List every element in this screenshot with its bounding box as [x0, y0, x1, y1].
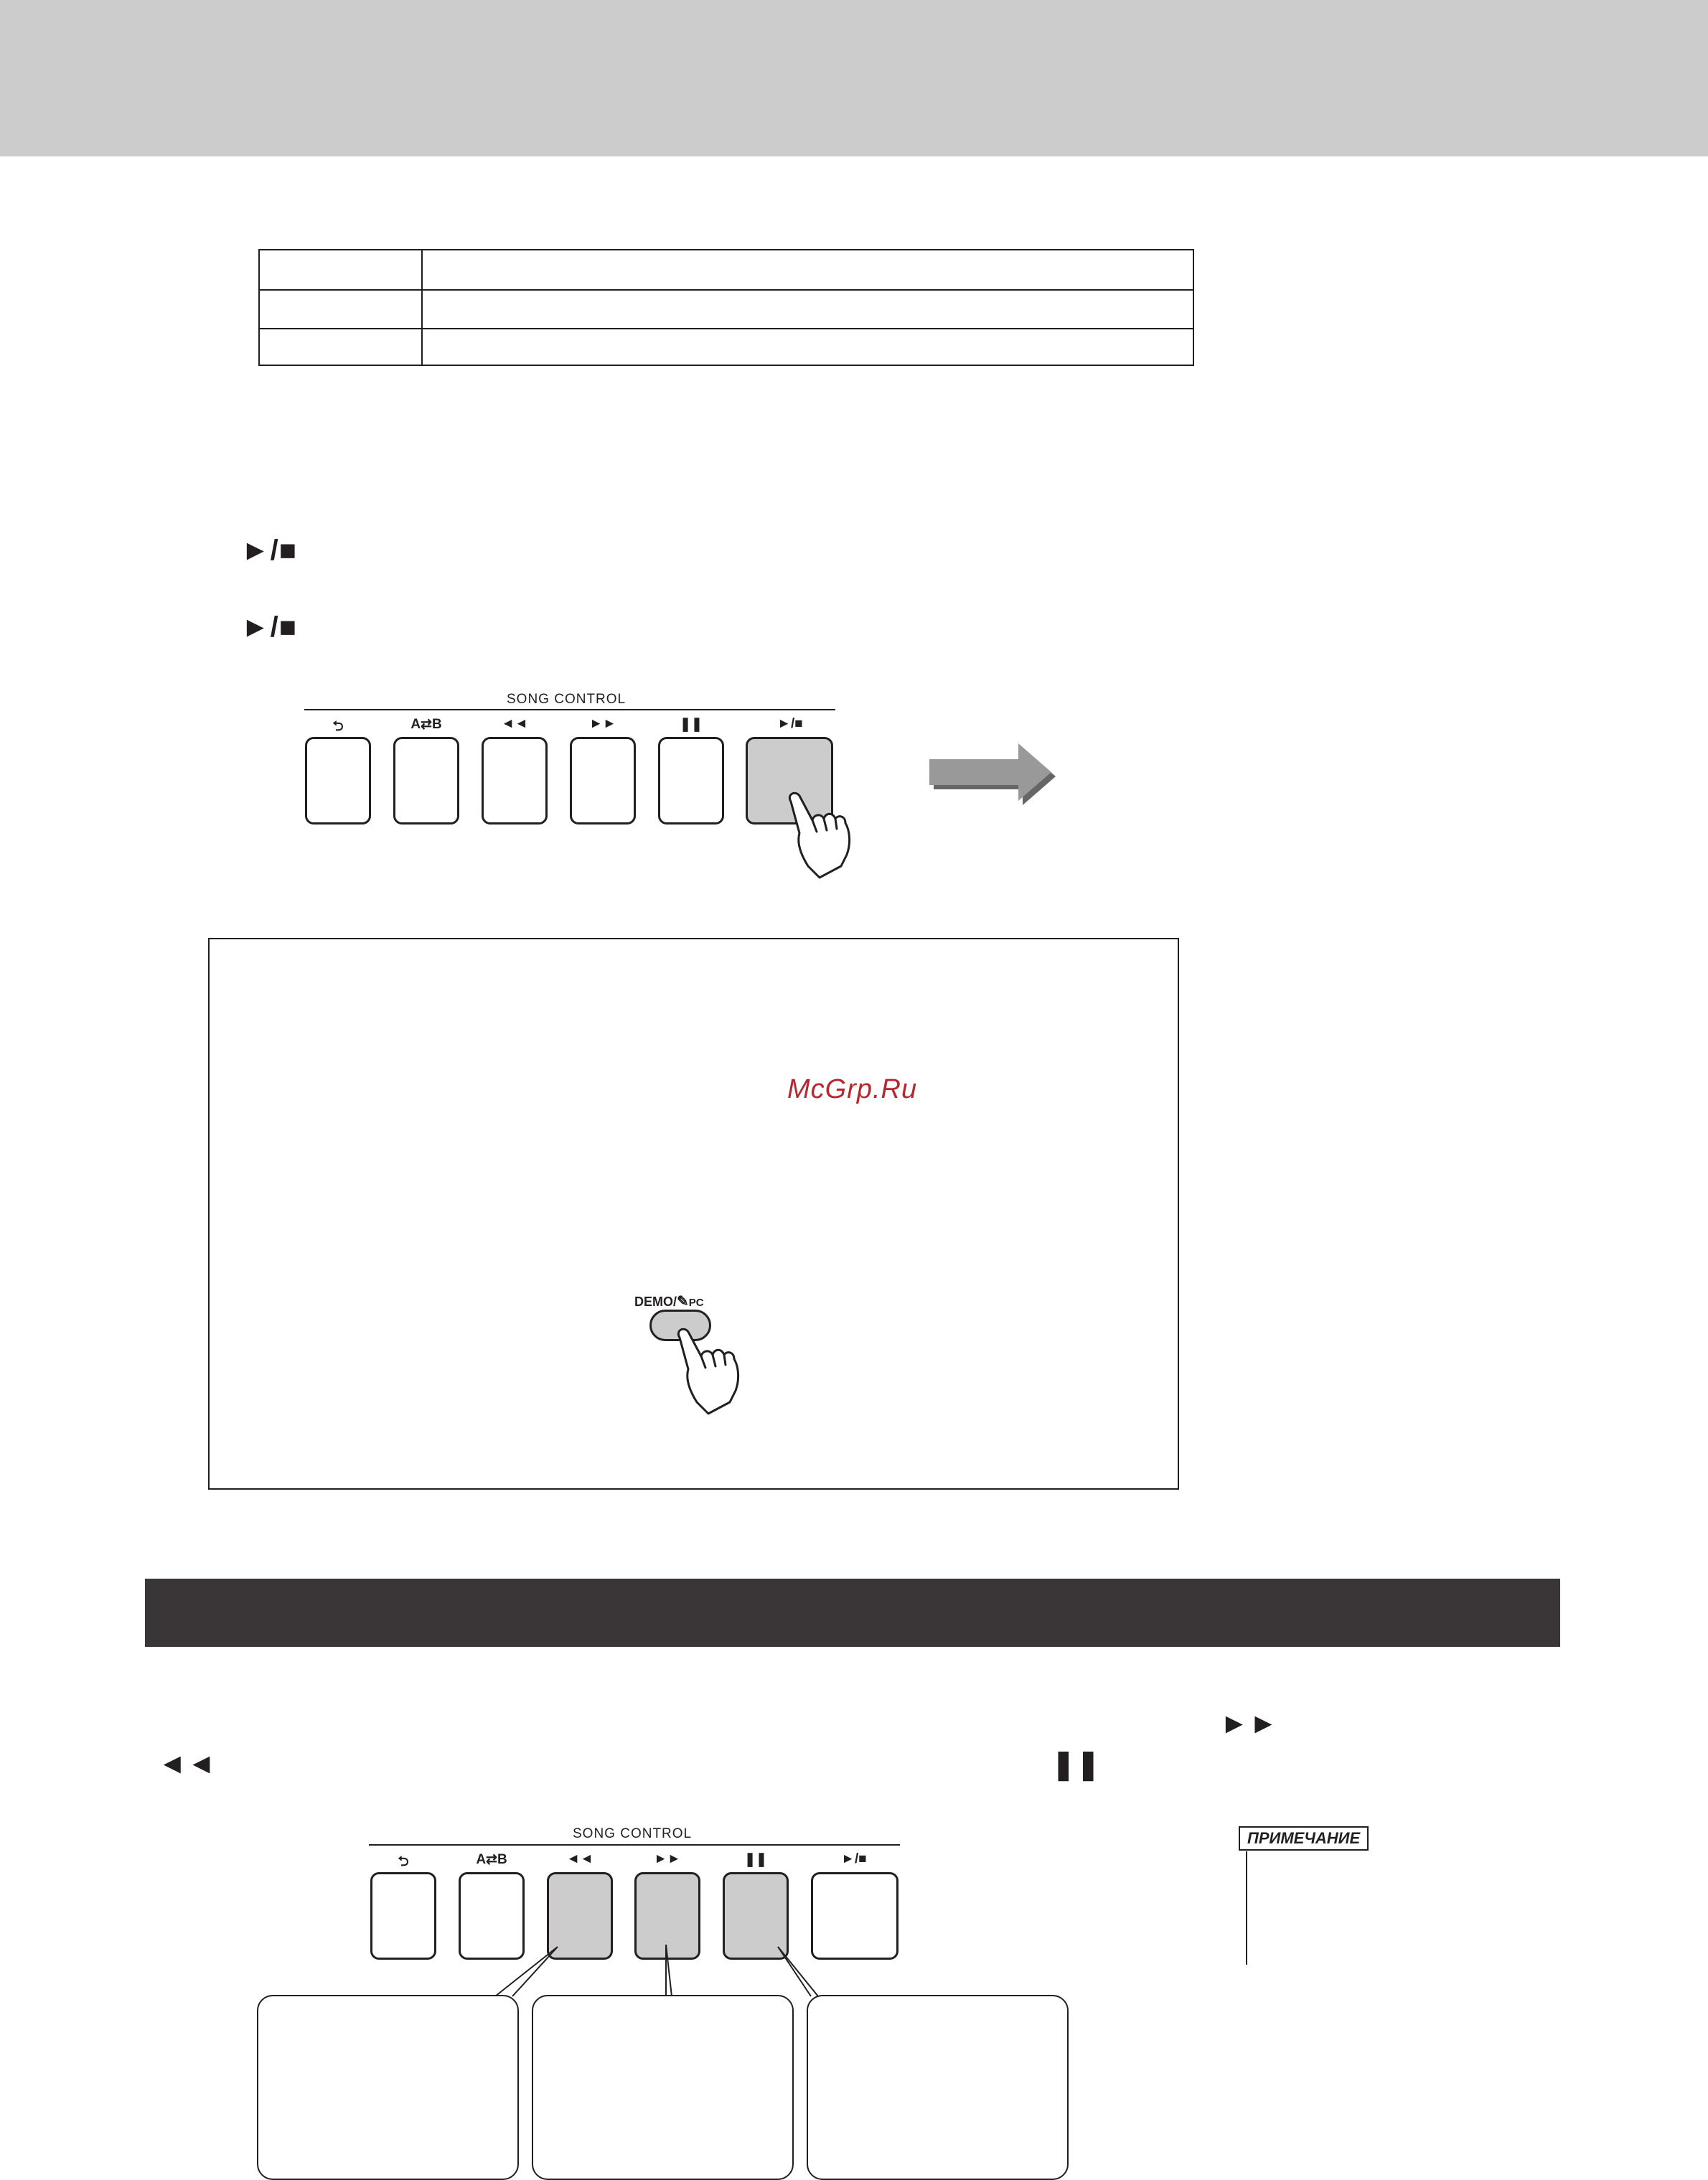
pc-label: PC — [688, 1297, 704, 1309]
callout-fast-forward — [532, 1995, 794, 2180]
note-rule — [1246, 1851, 1247, 1965]
repeat-button[interactable] — [370, 1872, 436, 1960]
fast-forward-icon: ►► — [589, 716, 616, 731]
demo-pc-label — [634, 1292, 704, 1310]
table-row-divider — [260, 289, 1193, 291]
pause-symbol: ❚❚ — [1051, 1749, 1102, 1780]
pressing-finger-icon — [664, 1322, 750, 1419]
callout-rewind — [257, 1995, 519, 2180]
play-stop-button[interactable] — [811, 1872, 898, 1960]
table-column-divider — [421, 250, 423, 365]
demo-label: DEMO/ — [634, 1295, 677, 1309]
fast-forward-button[interactable] — [570, 737, 636, 824]
repeat-icon: ⮌ — [398, 1854, 409, 1869]
ab-repeat-label: A⇄B — [410, 717, 442, 732]
rewind-icon: ◄◄ — [501, 716, 528, 731]
pressing-finger-icon — [775, 786, 861, 883]
rewind-icon: ◄◄ — [566, 1851, 593, 1866]
play-stop-symbol: ►/■ — [241, 535, 297, 566]
repeat-button[interactable] — [305, 737, 371, 824]
header-band — [0, 0, 1708, 156]
callout-connectors — [474, 1937, 818, 2002]
rewind-symbol: ◄◄ — [158, 1748, 217, 1780]
pencil-icon: ✎ — [677, 1294, 689, 1310]
play-stop-symbol: ►/■ — [241, 611, 297, 643]
table-row-divider — [260, 328, 1193, 329]
section-header-bar — [145, 1579, 1560, 1647]
pause-icon: ❚❚ — [680, 717, 703, 732]
rewind-button[interactable] — [482, 737, 548, 824]
note-tag: ПРИМЕЧАНИЕ — [1239, 1826, 1369, 1851]
info-table — [258, 249, 1194, 366]
song-control-label: SONG CONTROL — [507, 692, 627, 707]
play-stop-icon: ►/■ — [841, 1851, 867, 1866]
fast-forward-icon: ►► — [654, 1851, 681, 1866]
repeat-icon: ⮌ — [332, 719, 344, 734]
pause-button[interactable] — [658, 737, 724, 824]
fast-forward-symbol: ►► — [1220, 1708, 1279, 1739]
song-control-label: SONG CONTROL — [573, 1826, 693, 1841]
callout-pause — [807, 1995, 1069, 2180]
pause-icon: ❚❚ — [744, 1852, 767, 1867]
ab-repeat-label: A⇄B — [476, 1852, 507, 1867]
watermark: McGrp.Ru — [787, 1074, 918, 1104]
arrow-right-icon — [928, 739, 1057, 807]
song-control-rule — [304, 709, 835, 710]
song-control-rule — [369, 1844, 900, 1846]
play-stop-icon: ►/■ — [777, 716, 803, 731]
ab-repeat-button[interactable] — [393, 737, 459, 824]
